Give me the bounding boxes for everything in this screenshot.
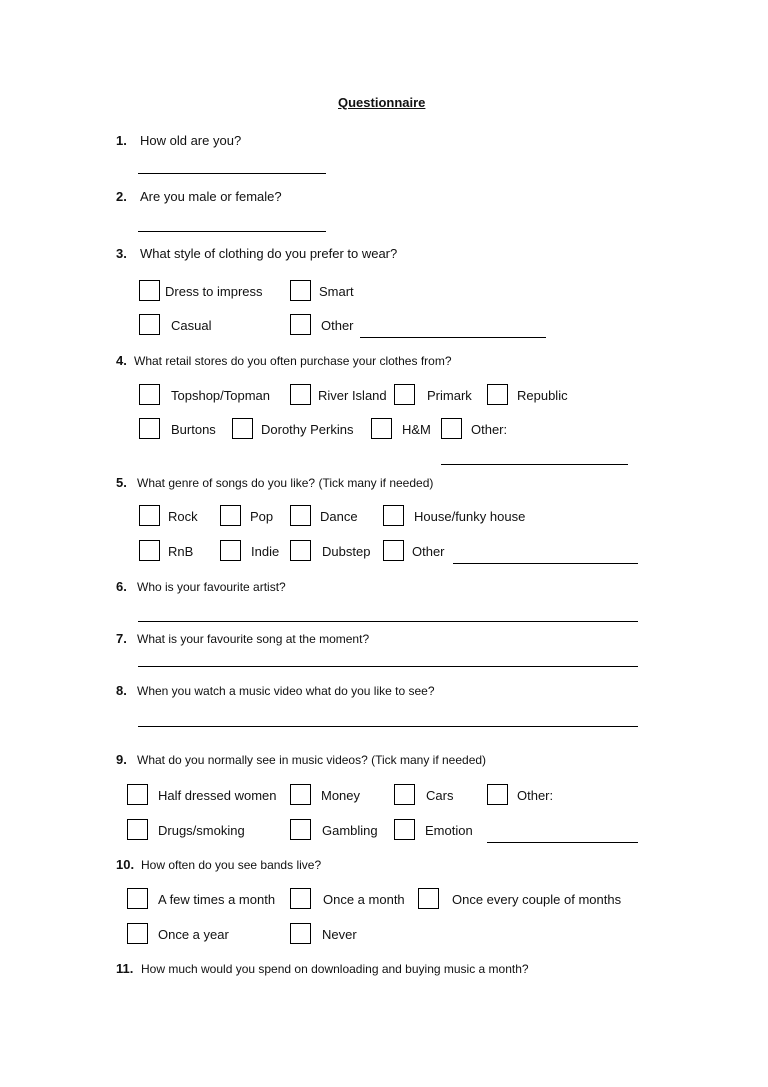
q4-checkbox-primark[interactable]: [394, 384, 415, 405]
q8-answer-line[interactable]: [138, 726, 638, 727]
q9-option-label: Emotion: [425, 823, 473, 838]
q10-option-label: A few times a month: [158, 892, 276, 907]
q6-answer-line[interactable]: [138, 621, 638, 622]
q10-option-label: Once a year: [158, 927, 229, 942]
q10-option-label: Never: [322, 927, 357, 942]
q4-checkbox-topshop[interactable]: [139, 384, 160, 405]
q1-number: 1.: [116, 133, 127, 148]
q4-option-label: Primark: [427, 388, 472, 403]
q5-checkbox-dubstep[interactable]: [290, 540, 311, 561]
q5-checkbox-indie[interactable]: [220, 540, 241, 561]
q4-option-label: River Island: [318, 388, 387, 403]
q7-number: 7.: [116, 631, 127, 646]
q9-option-label: Cars: [426, 788, 454, 803]
q5-option-label: Pop: [250, 509, 274, 524]
q9-other-line[interactable]: [487, 842, 638, 843]
q9-checkbox-cars[interactable]: [394, 784, 415, 805]
q6-number: 6.: [116, 579, 127, 594]
q3-number: 3.: [116, 246, 127, 261]
q3-option-label: Casual: [171, 318, 212, 333]
q3-option-label: Other: [321, 318, 354, 333]
q4-option-label: Other:: [471, 422, 508, 437]
q10-checkbox-couple-months[interactable]: [418, 888, 439, 909]
q2-text: Are you male or female?: [140, 189, 282, 204]
q5-option-label: Indie: [251, 544, 280, 559]
q10-option-label: Once a month: [323, 892, 405, 907]
q4-option-label: H&M: [402, 422, 431, 437]
q5-checkbox-rnb[interactable]: [139, 540, 160, 561]
q9-option-label: Other:: [517, 788, 554, 803]
q4-other-line[interactable]: [441, 464, 628, 465]
q5-option-label: Dance: [320, 509, 358, 524]
q3-option-label: Dress to impress: [165, 284, 263, 299]
q4-checkbox-river-island[interactable]: [290, 384, 311, 405]
q9-checkbox-emotion[interactable]: [394, 819, 415, 840]
q9-text: What do you normally see in music videos? (Tick many if needed): [137, 753, 487, 767]
q1-text: How old are you?: [140, 133, 242, 148]
q5-number: 5.: [116, 475, 127, 490]
q5-option-label: RnB: [168, 544, 194, 559]
q3-other-line[interactable]: [360, 337, 546, 338]
q5-checkbox-other[interactable]: [383, 540, 404, 561]
q11-number: 11.: [116, 961, 134, 976]
q9-option-label: Half dressed women: [158, 788, 277, 803]
q3-checkbox-other[interactable]: [290, 314, 311, 335]
q1-answer-line[interactable]: [138, 173, 326, 174]
q10-number: 10.: [116, 857, 135, 872]
q4-option-label: Dorothy Perkins: [261, 422, 354, 437]
q4-option-label: Burtons: [171, 422, 216, 437]
q3-checkbox-smart[interactable]: [290, 280, 311, 301]
q10-checkbox-few-times-month[interactable]: [127, 888, 148, 909]
q4-checkbox-other[interactable]: [441, 418, 462, 439]
q4-text: What retail stores do you often purchase your clothes from?: [134, 354, 452, 368]
q10-checkbox-once-year[interactable]: [127, 923, 148, 944]
q9-option-label: Gambling: [322, 823, 378, 838]
q10-checkbox-once-month[interactable]: [290, 888, 311, 909]
q9-checkbox-half-dressed-women[interactable]: [127, 784, 148, 805]
q7-answer-line[interactable]: [138, 666, 638, 667]
q2-number: 2.: [116, 189, 127, 204]
q9-number: 9.: [116, 752, 127, 767]
q10-checkbox-never[interactable]: [290, 923, 311, 944]
q4-checkbox-dorothy-perkins[interactable]: [232, 418, 253, 439]
q10-option-label: Once every couple of months: [452, 892, 622, 907]
q9-checkbox-money[interactable]: [290, 784, 311, 805]
q11-text: How much would you spend on downloading and buying music a month?: [141, 962, 529, 976]
q4-option-label: Topshop/Topman: [171, 388, 271, 403]
q3-text: What style of clothing do you prefer to wear?: [140, 246, 398, 261]
q9-checkbox-gambling[interactable]: [290, 819, 311, 840]
q5-option-label: House/funky house: [414, 509, 526, 524]
q7-text: What is your favourite song at the moment?: [137, 632, 370, 646]
q2-answer-line[interactable]: [138, 231, 326, 232]
q5-option-label: Other: [412, 544, 445, 559]
q5-checkbox-house[interactable]: [383, 505, 404, 526]
q3-checkbox-dress-to-impress[interactable]: [139, 280, 160, 301]
q8-text: When you watch a music video what do you like to see?: [137, 684, 435, 698]
q4-option-label: Republic: [517, 388, 568, 403]
q10-text: How often do you see bands live?: [141, 858, 322, 872]
q3-option-label: Smart: [319, 284, 354, 299]
q9-option-label: Drugs/smoking: [158, 823, 245, 838]
q5-checkbox-dance[interactable]: [290, 505, 311, 526]
q5-checkbox-pop[interactable]: [220, 505, 241, 526]
q6-text: Who is your favourite artist?: [137, 580, 286, 594]
q5-other-line[interactable]: [453, 563, 638, 564]
q4-checkbox-hm[interactable]: [371, 418, 392, 439]
q5-checkbox-rock[interactable]: [139, 505, 160, 526]
q9-option-label: Money: [321, 788, 361, 803]
q9-checkbox-drugs-smoking[interactable]: [127, 819, 148, 840]
q5-option-label: Dubstep: [322, 544, 371, 559]
q9-checkbox-other[interactable]: [487, 784, 508, 805]
q3-checkbox-casual[interactable]: [139, 314, 160, 335]
q4-checkbox-burtons[interactable]: [139, 418, 160, 439]
q4-checkbox-republic[interactable]: [487, 384, 508, 405]
page-title: Questionnaire: [338, 95, 426, 110]
q8-number: 8.: [116, 683, 127, 698]
q4-number: 4.: [116, 353, 127, 368]
q5-option-label: Rock: [168, 509, 198, 524]
q5-text: What genre of songs do you like? (Tick many if needed): [137, 476, 434, 490]
